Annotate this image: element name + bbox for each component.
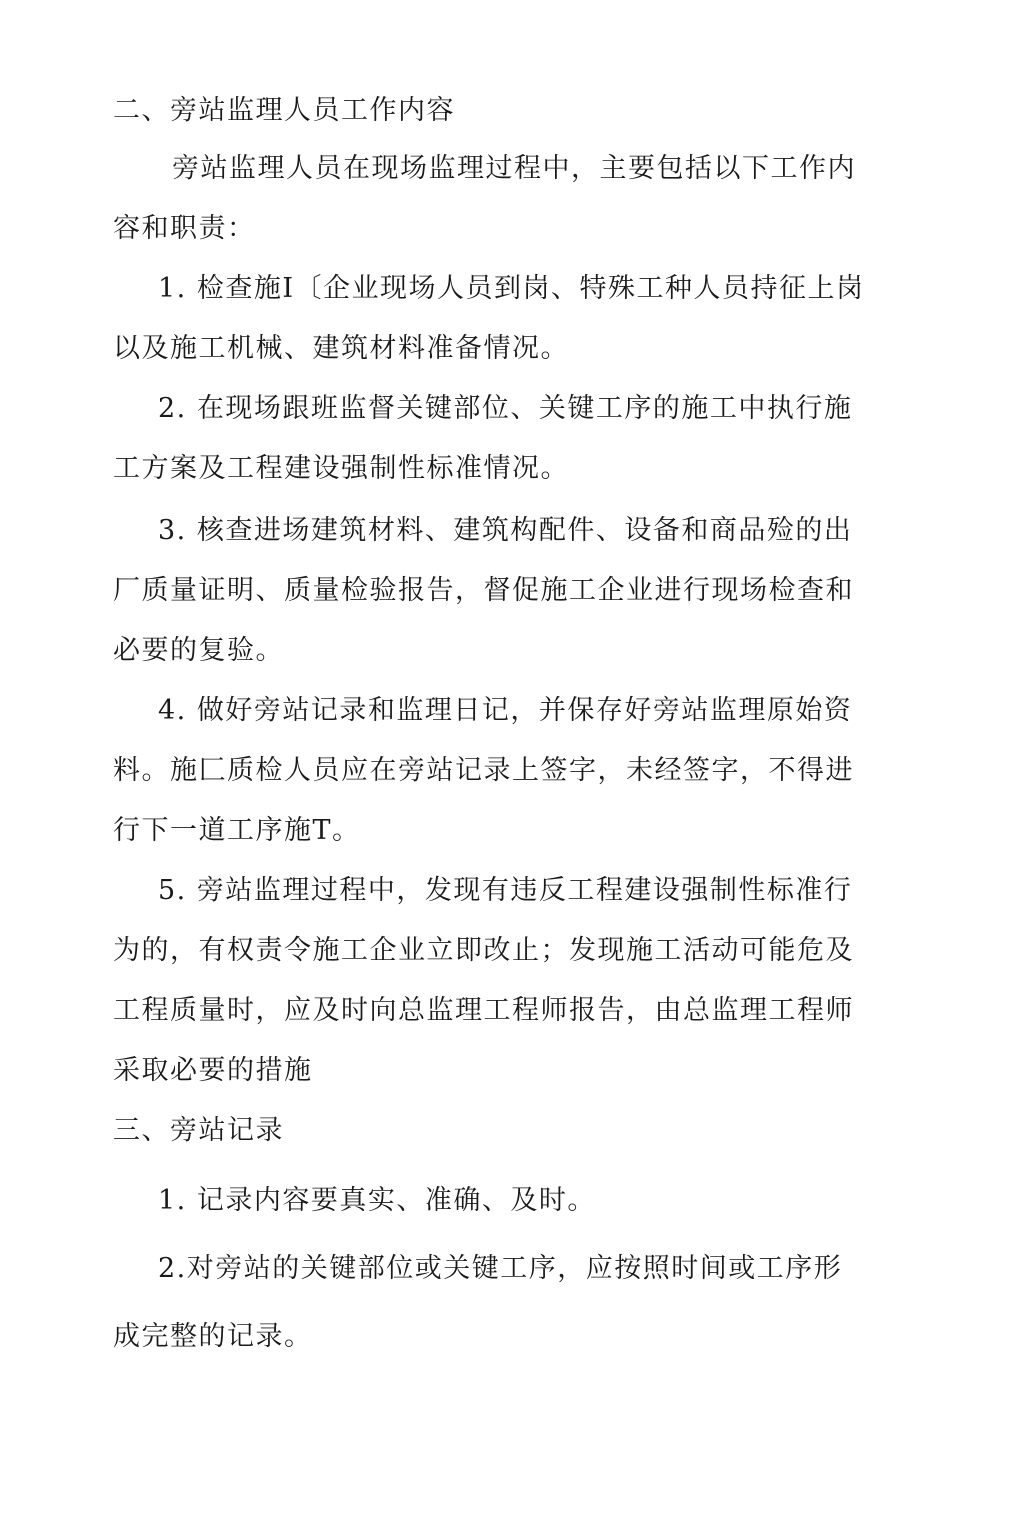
section-heading: 三、旁站记录: [113, 1115, 284, 1146]
section-heading: 二、旁站监理人员工作内容: [113, 95, 455, 126]
list-item-line: 工方案及工程建设强制性标准情况。: [113, 453, 569, 484]
list-item-line: 以及施工机械、建筑材料准备情况。: [113, 333, 569, 364]
list-item-line: 为的，有权责令施工企业立即改止；发现施工活动可能危及: [113, 935, 854, 966]
list-item-line: 5. 旁站监理过程中，发现有违反工程建设强制性标准行: [158, 875, 853, 906]
list-item-line: 2. 在现场跟班监督关键部位、关键工序的施工中执行施: [158, 393, 853, 424]
list-item-line: 厂质量证明、质量检验报告，督促施工企业进行现场检查和: [113, 575, 854, 606]
list-item-line: 1. 记录内容要真实、准确、及时。: [158, 1185, 596, 1216]
list-item-line: 成完整的记录。: [113, 1321, 313, 1352]
list-item-line: 4. 做好旁站记录和监理日记，并保存好旁站监理原始资: [158, 695, 853, 726]
list-item-line: 工程质量时，应及时向总监理工程师报告，由总监理工程师: [113, 995, 854, 1026]
list-item-line: 料。施匚质检人员应在旁站记录上签字，未经签字，不得进: [113, 755, 854, 786]
intro-line: 旁站监理人员在现场监理过程中，主要包括以下工作内: [172, 153, 856, 184]
list-item-line: 2.对旁站的关键部位或关键工序，应按照时间或工序形: [158, 1253, 843, 1284]
list-item-line: 采取必要的措施: [113, 1055, 313, 1086]
list-item-line: 必要的复验。: [113, 635, 284, 666]
list-item-line: 3. 核查进场建筑材料、建筑构配件、设备和商品殓的出: [158, 515, 853, 546]
list-item-line: 1. 检查施I〔企业现场人员到岗、特殊工种人员持征上岗: [158, 273, 865, 304]
list-item-line: 行下一道工序施T。: [113, 815, 361, 846]
intro-line: 容和职责：: [113, 213, 256, 244]
